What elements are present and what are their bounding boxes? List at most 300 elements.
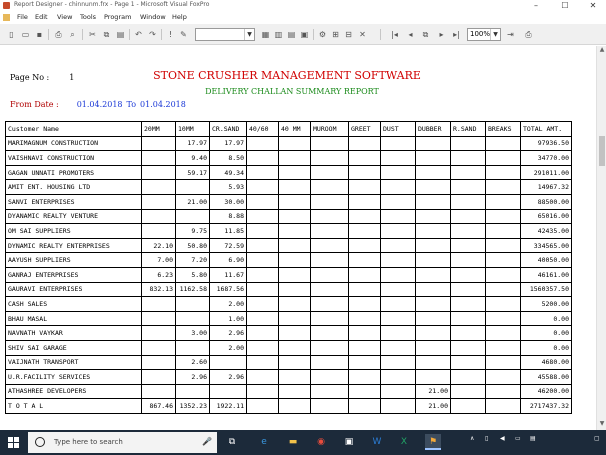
table-row (6, 224, 572, 239)
column-header: DUBBER (416, 122, 451, 137)
value-cell (486, 297, 521, 312)
value-cell (279, 224, 311, 239)
value-cell (486, 384, 521, 399)
value-cell: 88500.00 (521, 194, 572, 209)
value-cell (451, 224, 486, 239)
table-row (6, 209, 572, 224)
value-cell (381, 326, 416, 341)
report-title (0, 87, 584, 96)
table-row (6, 136, 572, 151)
value-cell: 0.00 (521, 311, 572, 326)
total-value-cell (311, 399, 349, 414)
table-row (6, 311, 572, 326)
value-cell (451, 194, 486, 209)
value-cell (349, 136, 381, 151)
total-value-cell: 867.46 (142, 399, 176, 414)
value-cell (349, 297, 381, 312)
value-cell (349, 370, 381, 385)
customer-name-cell: ATHASHREE DEVELOPERS (6, 384, 142, 399)
value-cell (451, 209, 486, 224)
customer-name-cell: SHIV SAI GARAGE (6, 340, 142, 355)
query-icon[interactable]: ▤ (287, 30, 296, 39)
foxpro-app-icon (3, 2, 10, 9)
value-cell (451, 326, 486, 341)
value-cell (210, 355, 247, 370)
value-cell (451, 165, 486, 180)
value-cell (416, 151, 451, 166)
value-cell: 1.00 (210, 311, 247, 326)
value-cell: 9.75 (176, 224, 210, 239)
value-cell (311, 253, 349, 268)
total-value-cell (486, 399, 521, 414)
table-row (6, 180, 572, 195)
run-icon[interactable]: ! (168, 30, 173, 39)
value-cell (247, 370, 279, 385)
value-cell: 5.93 (210, 180, 247, 195)
value-cell: 6.23 (142, 267, 176, 282)
to-label: To (126, 100, 137, 109)
value-cell (451, 355, 486, 370)
scroll-up-icon[interactable]: ▲ (599, 46, 605, 53)
value-cell (349, 282, 381, 297)
minimize-button[interactable]: – (534, 1, 538, 10)
value-cell (349, 311, 381, 326)
cut-icon[interactable]: ✂ (89, 30, 96, 39)
from-date: 01.04.2018 (76, 100, 123, 109)
value-cell (247, 151, 279, 166)
value-cell: 45588.00 (521, 370, 572, 385)
value-cell: 34770.00 (521, 151, 572, 166)
value-cell: 2.00 (210, 297, 247, 312)
value-cell: 8.50 (210, 151, 247, 166)
total-row (6, 399, 572, 414)
value-cell (210, 384, 247, 399)
value-cell (381, 209, 416, 224)
value-cell: 21.00 (416, 384, 451, 399)
maximize-button[interactable]: ☐ (561, 1, 569, 10)
value-cell (381, 384, 416, 399)
value-cell (486, 165, 521, 180)
company-name-text: STONE CRUSHER MANAGEMENT SOFTWARE (153, 69, 421, 82)
value-cell: 42435.00 (521, 224, 572, 239)
tray-arrow-icon[interactable]: ∧ (470, 435, 475, 442)
value-cell (349, 238, 381, 253)
value-cell (416, 340, 451, 355)
value-cell (486, 370, 521, 385)
properties-icon[interactable]: ⊟ (345, 30, 352, 39)
value-cell (486, 151, 521, 166)
value-cell (176, 384, 210, 399)
volume-icon[interactable]: ◀ (500, 435, 505, 442)
value-cell: 14967.32 (521, 180, 572, 195)
customer-name-cell: CASH SALES (6, 297, 142, 312)
form-icon[interactable]: ▦ (261, 30, 270, 39)
menu-help[interactable]: Help (172, 13, 187, 21)
value-cell: 11.85 (210, 224, 247, 239)
table-row (6, 370, 572, 385)
menu-file[interactable]: File (17, 13, 28, 21)
last-page-icon[interactable]: ▸| (453, 30, 460, 39)
wizard-icon[interactable]: ⚙ (318, 30, 327, 39)
language-icon[interactable]: ▤ (530, 435, 536, 442)
value-cell (349, 180, 381, 195)
value-cell (486, 194, 521, 209)
value-cell (247, 165, 279, 180)
value-cell (416, 194, 451, 209)
value-cell (381, 282, 416, 297)
report-preview-page (0, 46, 596, 430)
customer-name-cell: GAGAN UNNATI PROMOTERS (6, 165, 142, 180)
value-cell (142, 151, 176, 166)
value-cell: 5200.00 (521, 297, 572, 312)
value-cell (416, 253, 451, 268)
customer-name-cell: U.R.FACILITY SERVICES (6, 370, 142, 385)
value-cell (142, 136, 176, 151)
scrollbar-thumb[interactable] (599, 136, 605, 166)
previous-page-icon[interactable]: ◂ (408, 30, 413, 39)
value-cell (416, 370, 451, 385)
value-cell (486, 136, 521, 151)
table-row (6, 238, 572, 253)
value-cell (279, 165, 311, 180)
value-cell (279, 355, 311, 370)
value-cell (142, 180, 176, 195)
value-cell (311, 194, 349, 209)
column-header: MUROOM (311, 122, 349, 137)
customer-name-cell: NAVNATH VAYKAR (6, 326, 142, 341)
value-cell (486, 224, 521, 239)
value-cell (142, 340, 176, 355)
value-cell: 8.88 (210, 209, 247, 224)
column-header: BREAKS (486, 122, 521, 137)
challan-summary-table (5, 121, 572, 414)
chevron-down-icon: ▼ (244, 29, 254, 40)
value-cell (486, 311, 521, 326)
value-cell (381, 370, 416, 385)
value-cell (311, 297, 349, 312)
value-cell: 11.67 (210, 267, 247, 282)
value-cell (142, 194, 176, 209)
zoom-value: 100% (470, 30, 491, 38)
total-value-cell: 1922.11 (210, 399, 247, 414)
value-cell (451, 151, 486, 166)
value-cell (349, 267, 381, 282)
database-icon[interactable]: ▥ (274, 30, 283, 39)
value-cell: 17.97 (210, 136, 247, 151)
value-cell (142, 165, 176, 180)
value-cell (176, 340, 210, 355)
column-header: 40 MM (279, 122, 311, 137)
value-cell: 5.80 (176, 267, 210, 282)
paste-icon[interactable]: ▤ (116, 30, 125, 39)
value-cell: 2.96 (210, 326, 247, 341)
value-cell (381, 180, 416, 195)
taskbar-search-box[interactable] (28, 432, 217, 453)
value-cell (381, 311, 416, 326)
value-cell (416, 311, 451, 326)
cortana-icon (35, 437, 45, 447)
value-cell (247, 297, 279, 312)
menu-window[interactable]: Window (140, 13, 166, 21)
chrome-icon[interactable]: ◉ (317, 437, 325, 447)
chevron-down-icon: ▼ (490, 29, 500, 40)
value-cell (279, 151, 311, 166)
menu-view[interactable]: View (57, 13, 73, 21)
value-cell: 59.17 (176, 165, 210, 180)
print-icon[interactable]: ⎙ (55, 30, 62, 39)
value-cell: 49.34 (210, 165, 247, 180)
value-cell: 65016.00 (521, 209, 572, 224)
value-cell (142, 209, 176, 224)
value-cell (486, 267, 521, 282)
column-header: 20MM (142, 122, 176, 137)
value-cell: 2.00 (210, 340, 247, 355)
network-icon[interactable]: ▯ (485, 435, 489, 442)
menu-program[interactable]: Program (104, 13, 132, 21)
value-cell (279, 180, 311, 195)
value-cell (311, 282, 349, 297)
table-row (6, 297, 572, 312)
column-header: Customer Name (6, 122, 142, 137)
value-cell (176, 209, 210, 224)
value-cell (486, 238, 521, 253)
value-cell: 2.96 (176, 370, 210, 385)
value-cell (176, 311, 210, 326)
value-cell (279, 282, 311, 297)
battery-icon[interactable]: ▭ (515, 435, 521, 442)
value-cell: 97936.50 (521, 136, 572, 151)
value-cell (279, 297, 311, 312)
toolbar-separator (48, 29, 49, 40)
total-value-cell (349, 399, 381, 414)
table-row (6, 253, 572, 268)
toolbar-separator (313, 29, 314, 40)
customer-name-cell: VAIJNATH TRANSPORT (6, 355, 142, 370)
document-icon (3, 14, 10, 21)
value-cell (176, 180, 210, 195)
value-cell: 50.80 (176, 238, 210, 253)
value-cell (451, 311, 486, 326)
value-cell (381, 165, 416, 180)
value-cell: 334565.00 (521, 238, 572, 253)
total-label-cell: T O T A L (6, 399, 142, 414)
column-header: GREET (349, 122, 381, 137)
value-cell (381, 355, 416, 370)
vertical-scrollbar[interactable] (596, 46, 606, 430)
total-value-cell (247, 399, 279, 414)
close-preview-icon[interactable]: ⇥ (507, 30, 514, 39)
search-placeholder: Type here to search (54, 438, 123, 446)
value-cell: 72.59 (210, 238, 247, 253)
copy-icon[interactable]: ⧉ (103, 30, 110, 39)
toolbar-separator (380, 29, 381, 40)
go-to-page-icon[interactable]: ⧉ (422, 30, 429, 39)
table-header-row (6, 122, 572, 137)
close-button[interactable]: ✕ (589, 1, 597, 10)
column-header: CR.SAND (210, 122, 247, 137)
print-preview-icon[interactable]: ⌕ (70, 30, 75, 39)
customer-name-cell: BHAU MASAL (6, 311, 142, 326)
value-cell (381, 340, 416, 355)
column-header: R.SAND (451, 122, 486, 137)
value-cell (142, 326, 176, 341)
value-cell (247, 311, 279, 326)
excel-icon[interactable]: X (400, 437, 408, 447)
value-cell (416, 136, 451, 151)
customer-name-cell: DYANAMIC REALTY VENTURE (6, 209, 142, 224)
value-cell (311, 311, 349, 326)
value-cell (416, 326, 451, 341)
value-cell (349, 384, 381, 399)
menu-edit[interactable]: Edit (35, 13, 48, 21)
total-value-cell: 1352.23 (176, 399, 210, 414)
value-cell (451, 238, 486, 253)
value-cell: 46161.00 (521, 267, 572, 282)
column-header: TOTAL AMT. (521, 122, 572, 137)
first-page-icon[interactable]: |◂ (391, 30, 398, 39)
value-cell (311, 326, 349, 341)
table-row (6, 267, 572, 282)
save-icon[interactable]: ▪ (36, 30, 43, 39)
value-cell (247, 180, 279, 195)
value-cell (381, 297, 416, 312)
redo-icon[interactable]: ↷ (149, 30, 156, 39)
next-page-icon[interactable]: ▸ (439, 30, 444, 39)
printer-icon[interactable]: ⎙ (525, 30, 532, 39)
value-cell (142, 384, 176, 399)
value-cell (416, 209, 451, 224)
value-cell (279, 370, 311, 385)
value-cell (451, 297, 486, 312)
notification-icon[interactable]: ▢ (594, 435, 600, 442)
file-explorer-icon[interactable]: ▬ (288, 437, 298, 447)
undo-icon[interactable]: ↶ (135, 30, 142, 39)
value-cell (247, 355, 279, 370)
value-cell (416, 355, 451, 370)
value-cell (311, 238, 349, 253)
value-cell (349, 340, 381, 355)
value-cell (381, 224, 416, 239)
customer-name-cell: AMIT ENT. HOUSING LTD (6, 180, 142, 195)
value-cell (416, 165, 451, 180)
value-cell (142, 224, 176, 239)
value-cell (451, 136, 486, 151)
open-icon[interactable]: ▭ (21, 30, 30, 39)
value-cell (279, 384, 311, 399)
value-cell (486, 253, 521, 268)
value-cell (247, 224, 279, 239)
object-combo[interactable] (195, 28, 255, 41)
table-row (6, 194, 572, 209)
menu-bar (0, 11, 606, 24)
value-cell (416, 297, 451, 312)
value-cell (142, 311, 176, 326)
value-cell (279, 340, 311, 355)
menu-tools[interactable]: Tools (80, 13, 97, 21)
value-cell (311, 151, 349, 166)
customer-name-cell: OM SAI SUPPLIERS (6, 224, 142, 239)
customer-name-cell: GANRAJ ENTERPRISES (6, 267, 142, 282)
value-cell (451, 282, 486, 297)
value-cell (311, 224, 349, 239)
visual-foxpro-icon[interactable]: ⚑ (425, 434, 441, 450)
value-cell (176, 297, 210, 312)
column-header: DUST (381, 122, 416, 137)
windows-start-icon[interactable] (8, 437, 20, 448)
value-cell: 7.00 (142, 253, 176, 268)
task-view-icon[interactable]: ⧉ (228, 437, 236, 447)
value-cell (247, 194, 279, 209)
value-cell (416, 238, 451, 253)
microphone-icon[interactable]: 🎤 (202, 437, 212, 446)
customer-name-cell: SANVI ENTERPRISES (6, 194, 142, 209)
value-cell (311, 355, 349, 370)
report-icon[interactable]: ▣ (300, 30, 309, 39)
value-cell (416, 180, 451, 195)
value-cell (142, 297, 176, 312)
value-cell (279, 253, 311, 268)
value-cell: 46200.00 (521, 384, 572, 399)
value-cell: 1560357.50 (521, 282, 572, 297)
edge-icon[interactable]: e (261, 437, 267, 447)
zoom-combo[interactable] (467, 28, 501, 41)
value-cell: 30.00 (210, 194, 247, 209)
value-cell (247, 136, 279, 151)
value-cell (349, 209, 381, 224)
value-cell (279, 311, 311, 326)
value-cell (416, 267, 451, 282)
value-cell: 21.00 (176, 194, 210, 209)
word-icon[interactable]: W (372, 437, 382, 447)
modify-icon[interactable]: ✎ (180, 30, 187, 39)
windows-taskbar (0, 430, 606, 455)
table-row (6, 355, 572, 370)
value-cell (247, 238, 279, 253)
tools-icon[interactable]: ✕ (359, 30, 366, 39)
value-cell: 9.40 (176, 151, 210, 166)
builder-icon[interactable]: ⊞ (332, 30, 339, 39)
table-row (6, 326, 572, 341)
value-cell (247, 340, 279, 355)
table-row (6, 165, 572, 180)
to-date: 01.04.2018 (140, 100, 186, 109)
value-cell: 7.20 (176, 253, 210, 268)
value-cell (247, 253, 279, 268)
value-cell (349, 355, 381, 370)
value-cell (311, 165, 349, 180)
table-row (6, 151, 572, 166)
new-icon[interactable]: ▯ (9, 30, 14, 39)
toolbar-separator (161, 29, 162, 40)
value-cell: 22.10 (142, 238, 176, 253)
value-cell (416, 224, 451, 239)
store-icon[interactable]: ▣ (344, 437, 354, 447)
value-cell: 17.97 (176, 136, 210, 151)
value-cell (381, 151, 416, 166)
value-cell (311, 267, 349, 282)
value-cell (451, 180, 486, 195)
table-row (6, 340, 572, 355)
value-cell (142, 370, 176, 385)
column-header: 10MM (176, 122, 210, 137)
scroll-down-icon[interactable]: ▼ (599, 420, 605, 427)
value-cell (247, 209, 279, 224)
value-cell (311, 136, 349, 151)
value-cell: 2.60 (176, 355, 210, 370)
value-cell (416, 282, 451, 297)
value-cell (247, 384, 279, 399)
table-row (6, 282, 572, 297)
